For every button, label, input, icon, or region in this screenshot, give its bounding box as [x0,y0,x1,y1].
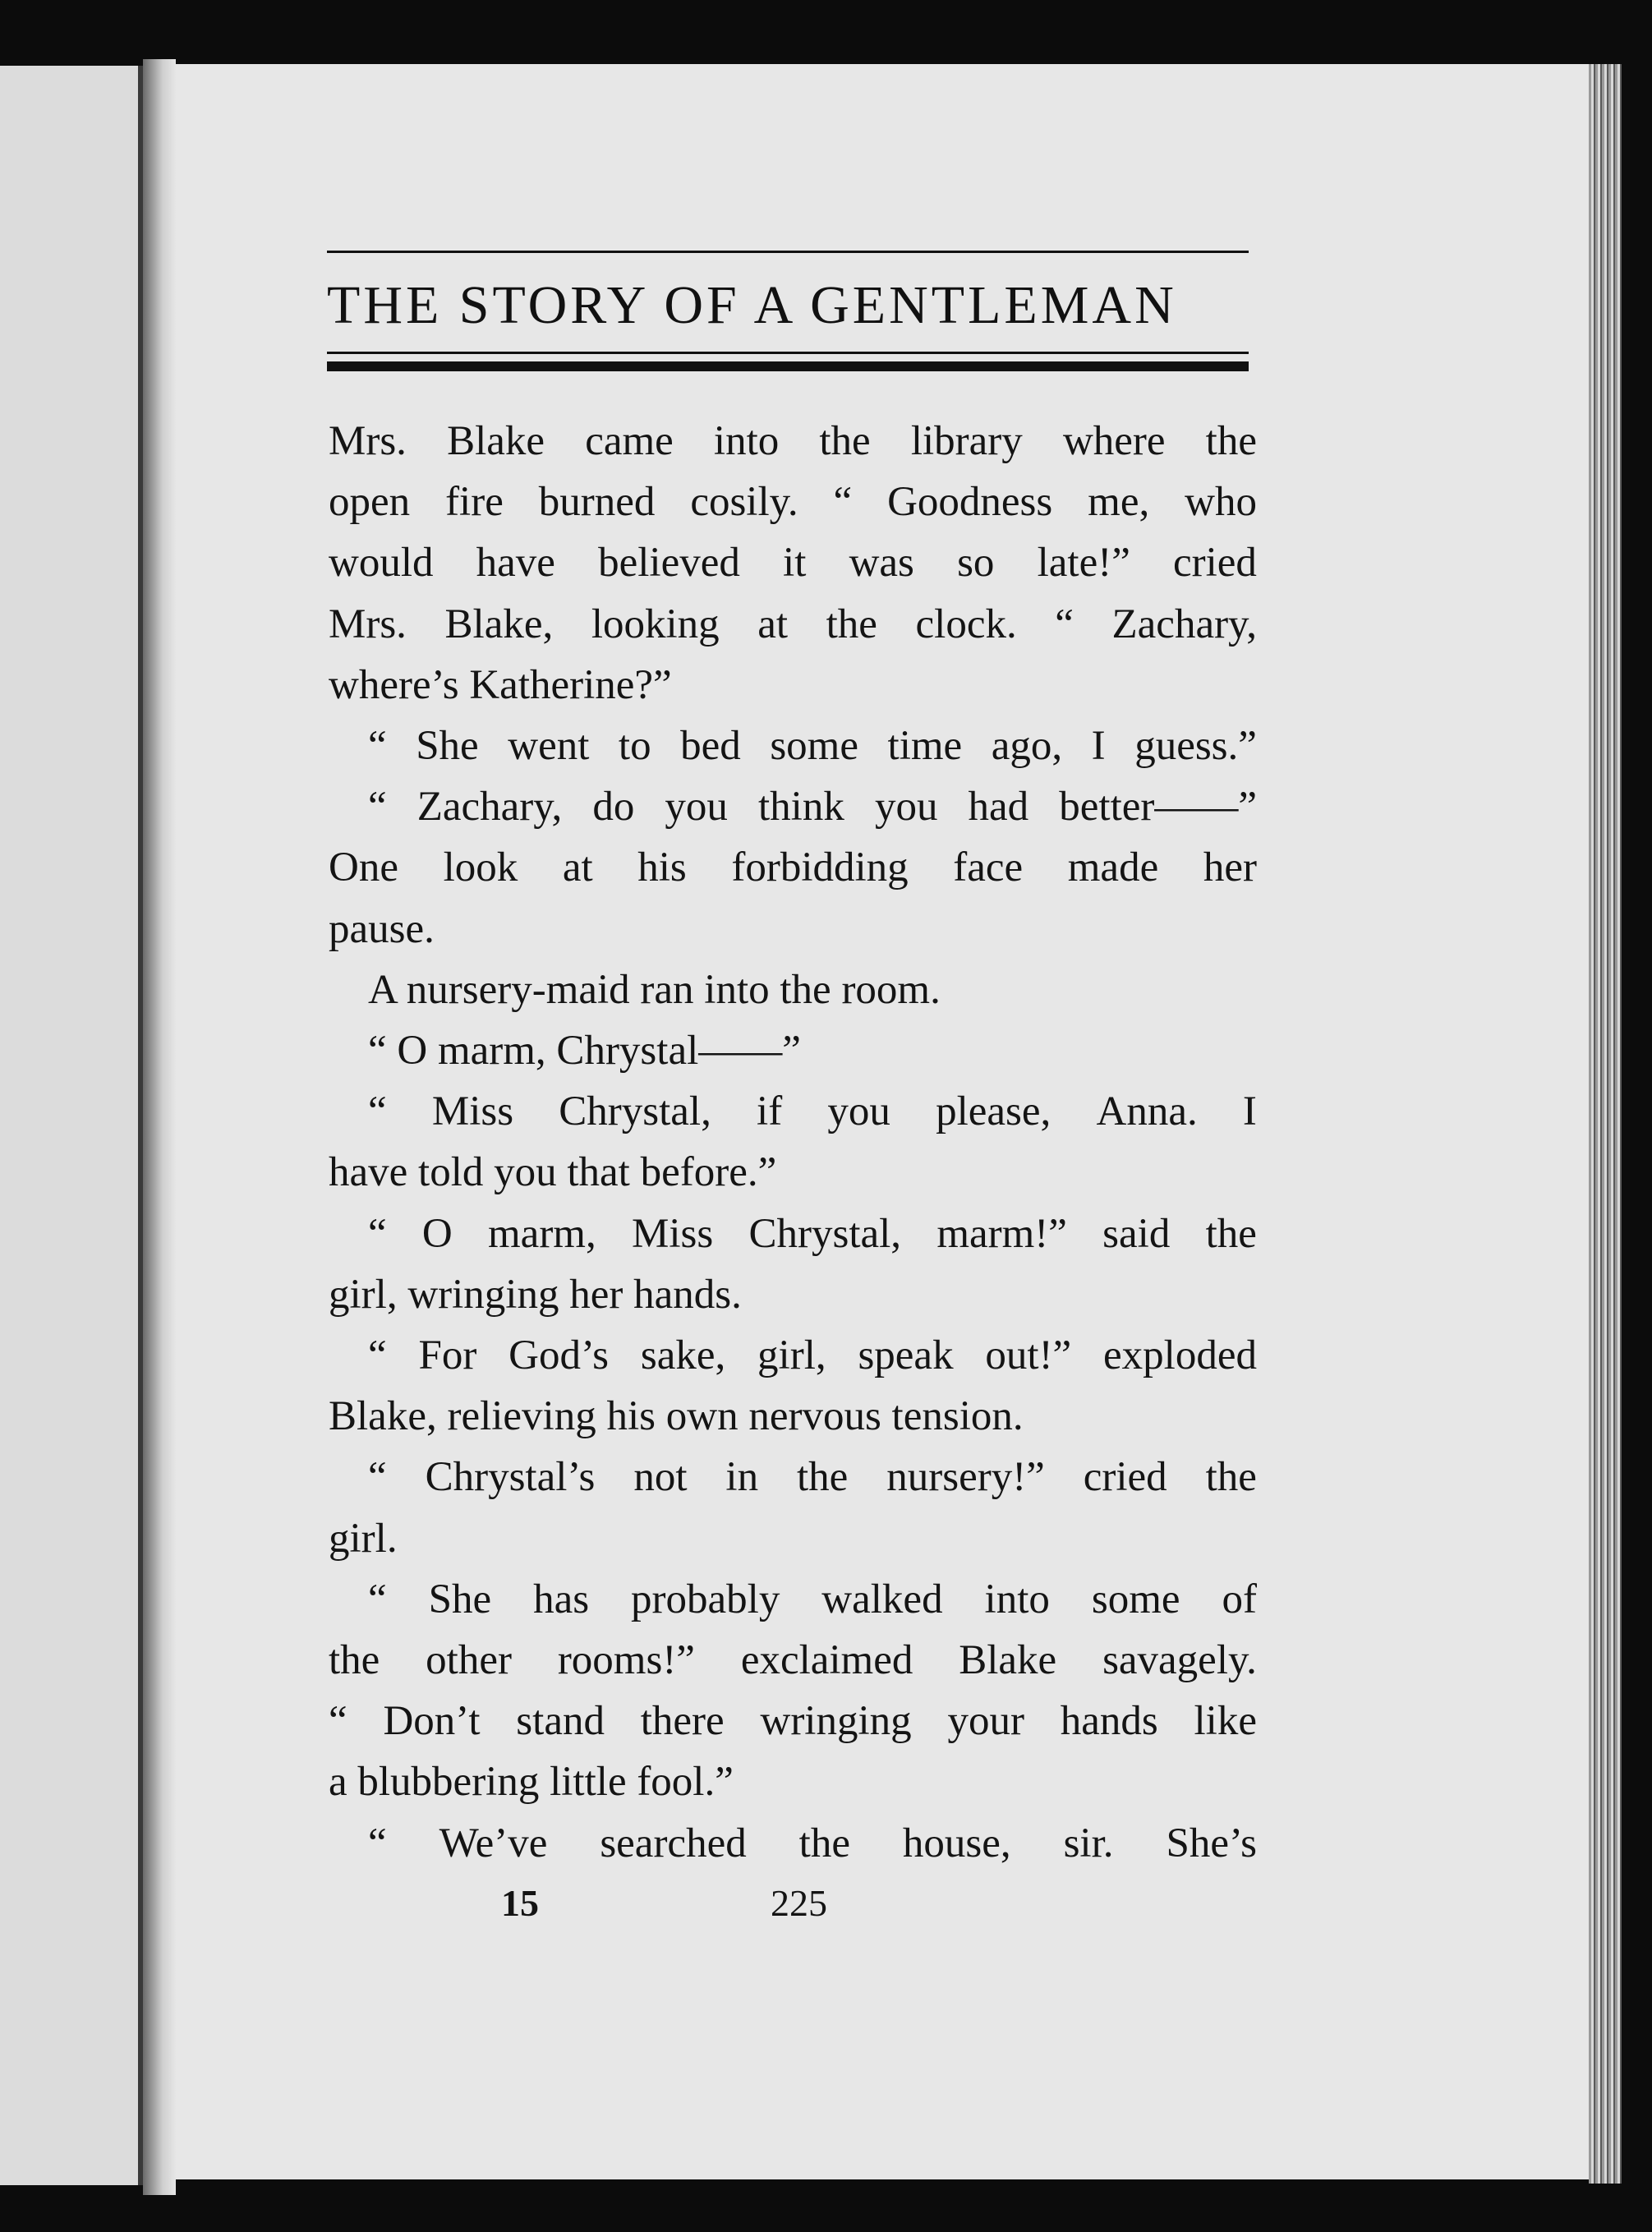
book-gutter [143,59,176,2195]
running-head: THE STORY OF A GENTLEMAN [327,275,1177,335]
text-line: pause. [329,905,435,952]
text-line: “ We’ve searched the house, sir. She’s [368,1820,1257,1866]
text-line: where’s Katherine?” [329,661,672,708]
text-line: open fire burned cosily. “ Goodness me, who [329,479,1257,526]
text-line: “ Miss Chrystal, if you please, Anna. I [368,1088,1257,1135]
text-line: Mrs. Blake, looking at the clock. “ Zachary, [329,601,1257,647]
body-text [329,411,1257,1874]
text-line: Mrs. Blake came into the library where the [329,418,1257,464]
text-line: A nursery-maid ran into the room. [368,966,941,1013]
header-rule-thin [327,352,1249,354]
text-line: have told you that before.” [329,1149,777,1196]
text-line: the other rooms!” exclaimed Blake savagely. [329,1637,1257,1684]
page-number: 225 [771,1882,827,1924]
text-line: “ Zachary, do you think you had better——” [368,784,1257,831]
text-line: One look at his forbidding face made her [329,844,1257,891]
text-line: “ O marm, Miss Chrystal, marm!” said the [368,1210,1257,1257]
page-stack-edge [1589,64,1622,2184]
text-line: “ O marm, Chrystal——” [368,1028,801,1075]
text-line: would have believed it was so late!” cried [329,540,1257,587]
text-line: Blake, relieving his own nervous tension. [329,1393,1024,1440]
text-line: a blubbering little fool.” [329,1759,734,1806]
signature-mark: 15 [501,1882,539,1924]
text-line: “ For God’s sake, girl, speak out!” exploded [368,1332,1257,1379]
header-rule-thick [327,361,1249,371]
header-rule-top [327,251,1249,253]
text-line: “ Don’t stand there wringing your hands like [329,1698,1257,1745]
text-line: girl, wringing her hands. [329,1271,742,1318]
text-line: “ She has probably walked into some of [368,1576,1257,1622]
facing-page-edge [0,66,143,2185]
text-line: girl. [329,1515,398,1562]
text-line: “ Chrystal’s not in the nursery!” cried the [368,1454,1257,1501]
text-line: “ She went to bed some time ago, I guess.” [368,723,1257,770]
